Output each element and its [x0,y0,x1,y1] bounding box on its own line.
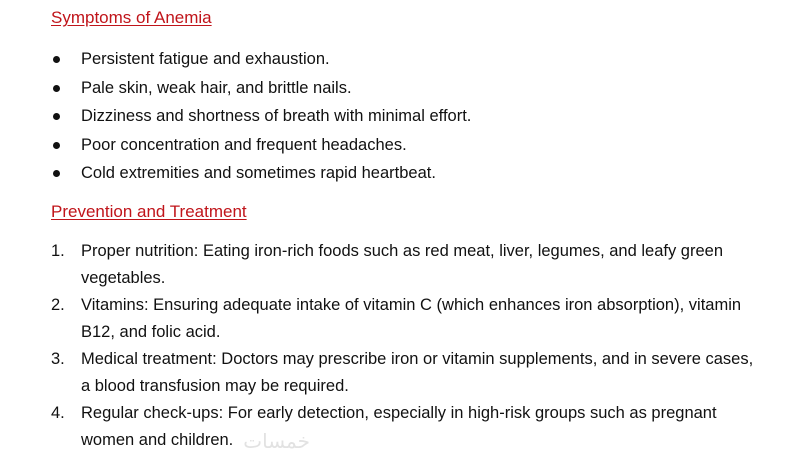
list-item [0,102,800,131]
bullet-icon [53,85,60,92]
symptom-text: Dizziness and shortness of breath with minimal effort. [81,107,472,125]
bullet-icon [53,170,60,177]
list-item [0,292,800,346]
prevention-list [0,238,800,454]
list-item [0,159,800,188]
list-item [0,346,800,400]
step-number: 4. [51,404,65,422]
symptom-text: Persistent fatigue and exhaustion. [81,50,330,68]
list-item [0,45,800,74]
symptoms-list [0,45,800,188]
step-text-wrapper [81,400,761,454]
symptom-text: Poor concentration and frequent headaches. [81,135,407,154]
watermark-logo: خمسات [243,428,310,453]
list-item [0,131,800,160]
list-item [0,74,800,103]
step-number: 2. [51,296,65,314]
symptoms-heading: Symptoms of Anemia [51,8,212,27]
prevention-heading: Prevention and Treatment [51,202,247,221]
bullet-icon [53,142,60,149]
list-item [0,238,800,292]
step-text: Proper nutrition: Eating iron-rich foods such as red meat, liver, legumes, and leafy green vegetables. [81,242,724,287]
step-number: 1. [51,242,65,260]
symptom-text: Pale skin, weak hair, and brittle nails. [81,78,352,97]
step-text: Regular check-ups: For early detection, especially in high-risk groups such as pregnant women and children. [81,404,717,449]
bullet-icon [53,56,60,63]
bullet-icon [53,113,60,120]
list-item [0,400,800,454]
symptom-text: Cold extremities and sometimes rapid heartbeat. [81,164,436,182]
step-text: Vitamins: Ensuring adequate intake of vitamin C (which enhances iron absorption), vitamin B12, and folic acid. [81,296,742,341]
step-text: Medical treatment: Doctors may prescribe iron or vitamin supplements, and in severe cases, a blood transfusion may be required. [81,350,754,395]
step-number: 3. [51,350,65,368]
